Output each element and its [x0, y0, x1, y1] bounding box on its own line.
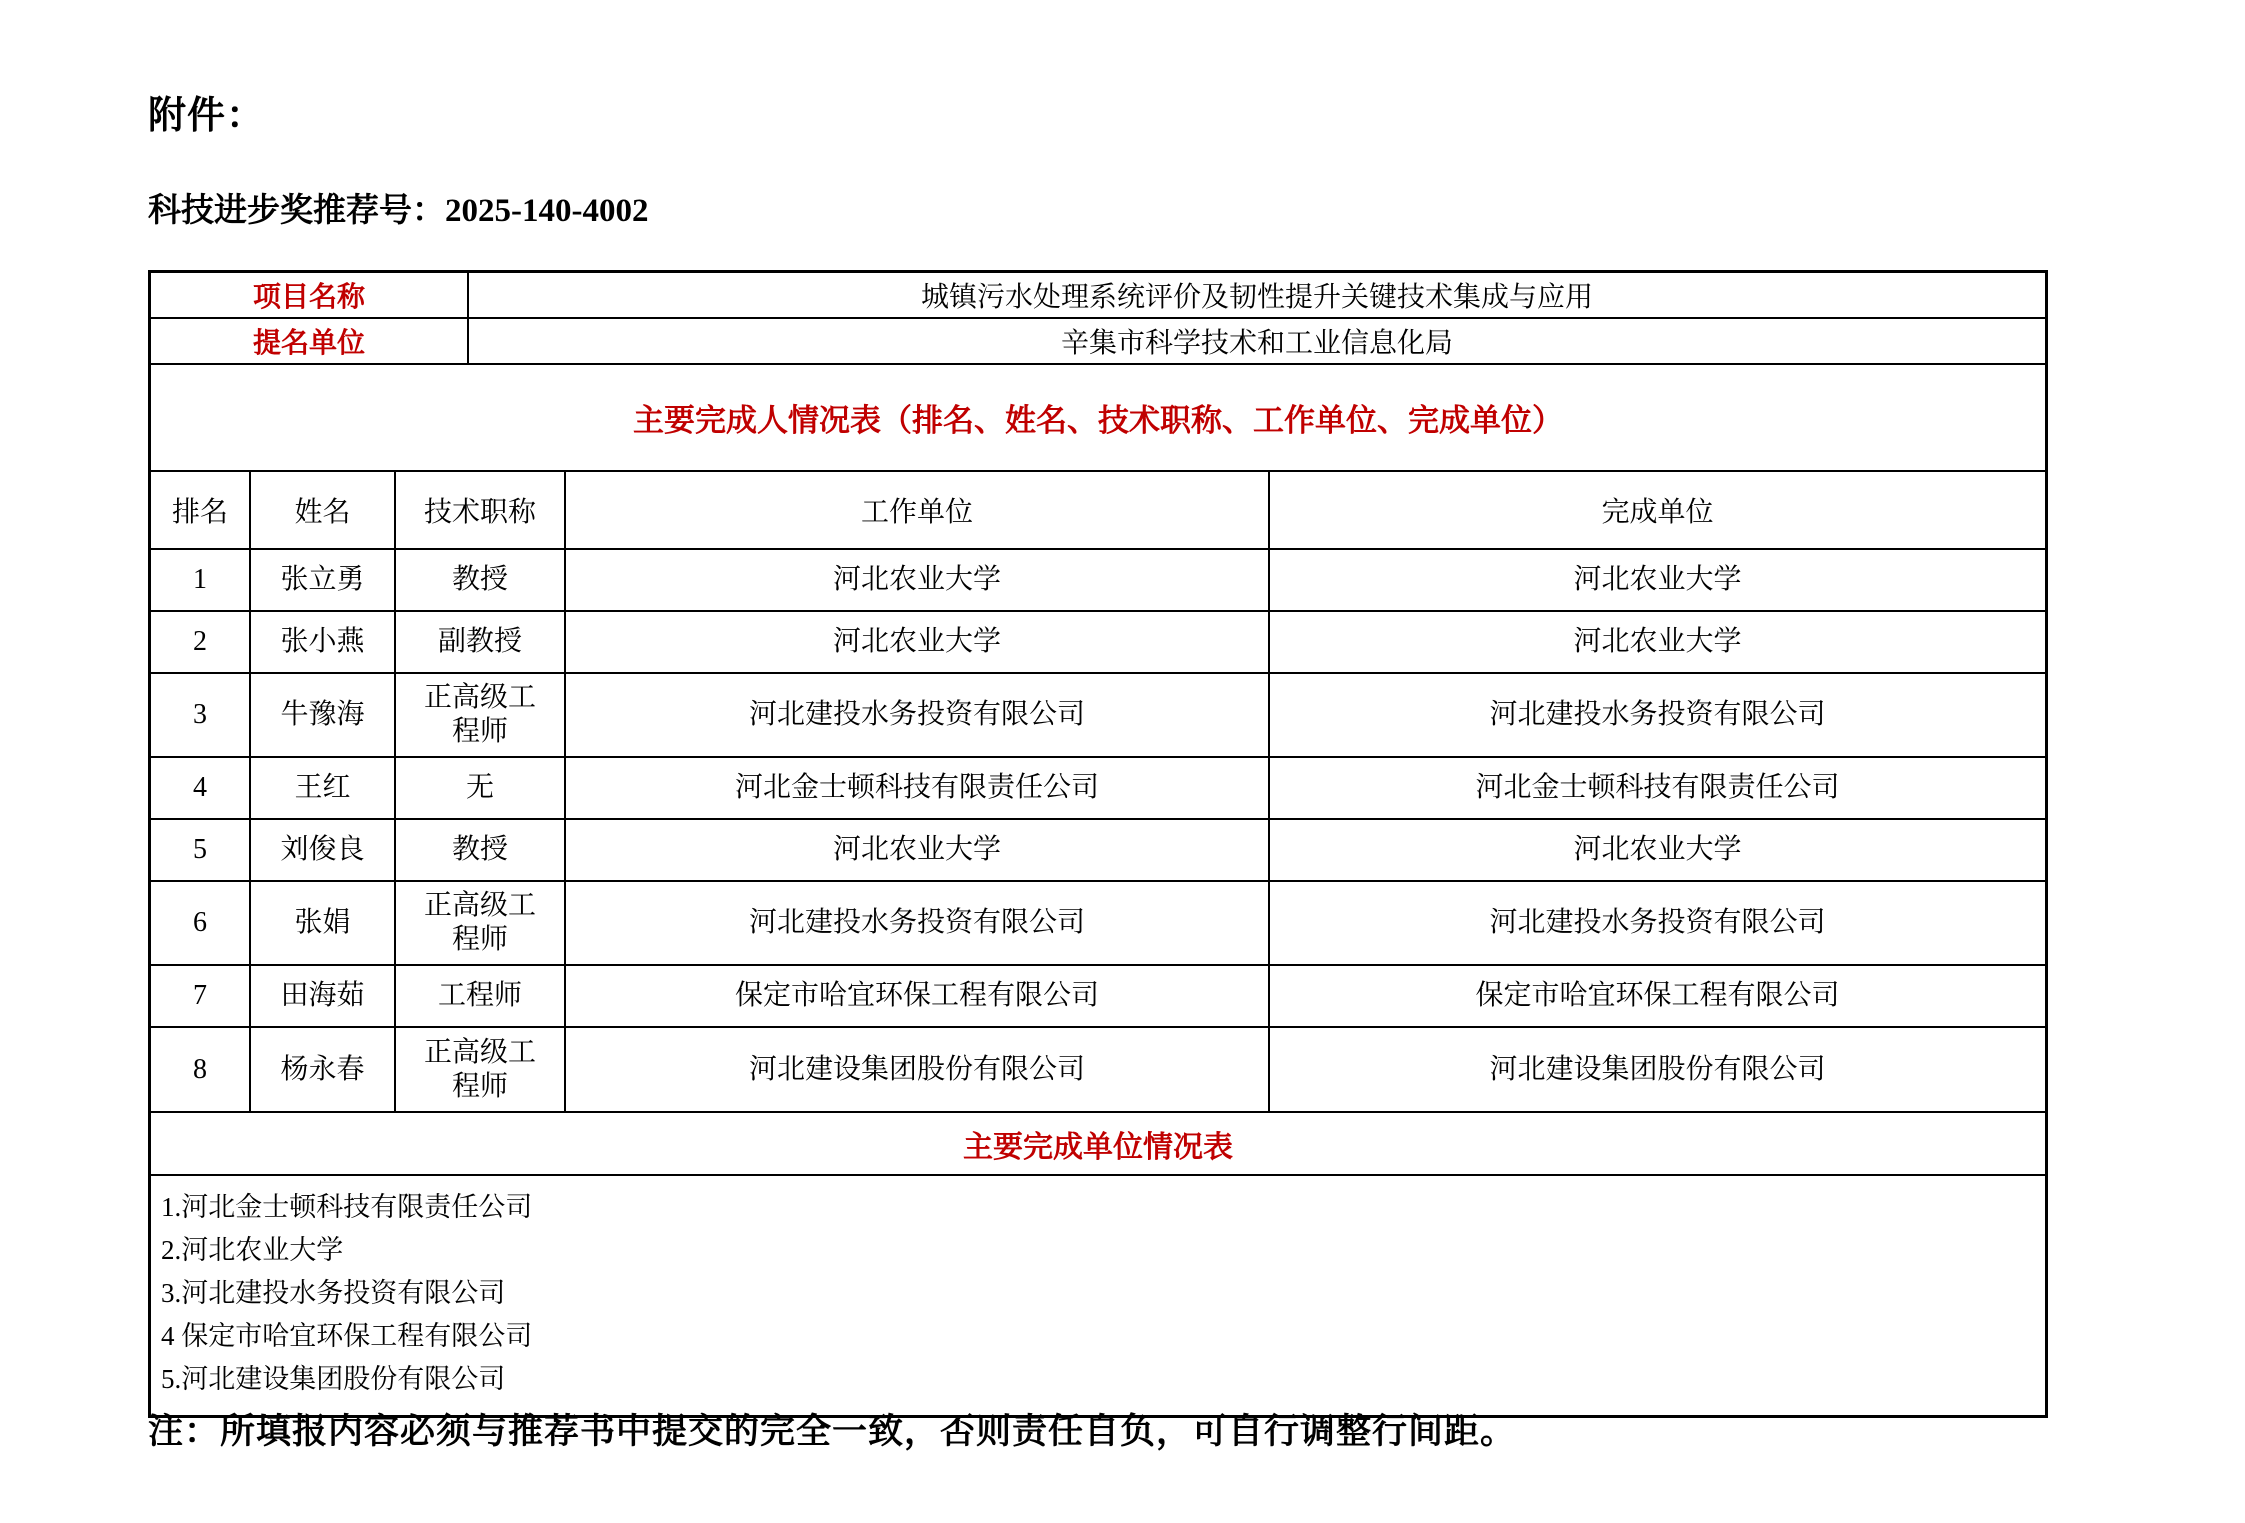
cell-completion-unit: 河北建投水务投资有限公司	[1269, 881, 2045, 965]
cell-rank: 6	[151, 881, 250, 965]
completers-table	[151, 472, 2045, 1111]
table-row	[151, 549, 2045, 611]
completers-header-row	[151, 472, 2045, 549]
project-name-value: 城镇污水处理系统评价及韧性提升关键技术集成与应用	[468, 273, 2045, 318]
cell-work-unit: 保定市哈宜环保工程有限公司	[565, 965, 1269, 1027]
header-rank: 排名	[151, 472, 250, 549]
table-row	[151, 673, 2045, 757]
cell-title: 工程师	[395, 965, 565, 1027]
cell-work-unit: 河北农业大学	[565, 549, 1269, 611]
cell-work-unit: 河北农业大学	[565, 819, 1269, 881]
cell-title: 副教授	[395, 611, 565, 673]
header-name: 姓名	[250, 472, 395, 549]
project-info-table	[151, 273, 2045, 365]
cell-work-unit: 河北建投水务投资有限公司	[565, 673, 1269, 757]
award-table	[148, 270, 2048, 1418]
cell-title: 正高级工程师	[395, 881, 565, 965]
cell-title: 正高级工程师	[395, 1027, 565, 1111]
completers-table-title: 主要完成人情况表（排名、姓名、技术职称、工作单位、完成单位）	[151, 365, 2045, 472]
units-table-title: 主要完成单位情况表	[151, 1111, 2045, 1176]
cell-rank: 4	[151, 757, 250, 819]
header-title: 技术职称	[395, 472, 565, 549]
table-row	[151, 757, 2045, 819]
list-item: 3.河北建投水务投资有限公司	[161, 1278, 506, 1308]
cell-name: 杨永春	[250, 1027, 395, 1111]
list-item: 1.河北金士顿科技有限责任公司	[161, 1192, 533, 1222]
table-row	[151, 819, 2045, 881]
cell-rank: 7	[151, 965, 250, 1027]
cell-name: 牛豫海	[250, 673, 395, 757]
cell-name: 张立勇	[250, 549, 395, 611]
units-list	[151, 1176, 2045, 1415]
cell-completion-unit: 河北农业大学	[1269, 819, 2045, 881]
cell-completion-unit: 河北农业大学	[1269, 549, 2045, 611]
cell-completion-unit: 河北建投水务投资有限公司	[1269, 673, 2045, 757]
table-row	[151, 881, 2045, 965]
cell-work-unit: 河北建投水务投资有限公司	[565, 881, 1269, 965]
cell-work-unit: 河北金士顿科技有限责任公司	[565, 757, 1269, 819]
cell-completion-unit: 河北建设集团股份有限公司	[1269, 1027, 2045, 1111]
nominator-value: 辛集市科学技术和工业信息化局	[468, 318, 2045, 364]
cell-work-unit: 河北建设集团股份有限公司	[565, 1027, 1269, 1111]
recommendation-number-heading: 科技进步奖推荐号：2025-140-4002	[148, 193, 649, 229]
cell-rank: 5	[151, 819, 250, 881]
list-item: 5.河北建设集团股份有限公司	[161, 1364, 506, 1394]
table-row	[151, 965, 2045, 1027]
cell-work-unit: 河北农业大学	[565, 611, 1269, 673]
footer-note: 注：所填报内容必须与推荐书中提交的完全一致，否则责任自负，可自行调整行间距。	[148, 1412, 1517, 1451]
header-work-unit: 工作单位	[565, 472, 1269, 549]
table-row	[151, 1027, 2045, 1111]
cell-rank: 8	[151, 1027, 250, 1111]
cell-completion-unit: 河北农业大学	[1269, 611, 2045, 673]
cell-name: 田海茹	[250, 965, 395, 1027]
list-item: 2.河北农业大学	[161, 1235, 344, 1265]
cell-completion-unit: 河北金士顿科技有限责任公司	[1269, 757, 2045, 819]
cell-title: 教授	[395, 819, 565, 881]
cell-name: 王红	[250, 757, 395, 819]
table-row	[151, 273, 2045, 318]
cell-name: 张娟	[250, 881, 395, 965]
table-row	[151, 318, 2045, 364]
cell-rank: 1	[151, 549, 250, 611]
cell-completion-unit: 保定市哈宜环保工程有限公司	[1269, 965, 2045, 1027]
cell-title: 无	[395, 757, 565, 819]
cell-title: 正高级工程师	[395, 673, 565, 757]
header-completion-unit: 完成单位	[1269, 472, 2045, 549]
cell-title: 教授	[395, 549, 565, 611]
attachment-label: 附件：	[148, 95, 266, 137]
list-item: 4 保定市哈宜环保工程有限公司	[161, 1321, 533, 1351]
project-name-label: 项目名称	[151, 273, 468, 318]
cell-name: 刘俊良	[250, 819, 395, 881]
table-row	[151, 611, 2045, 673]
cell-name: 张小燕	[250, 611, 395, 673]
nominator-label: 提名单位	[151, 318, 468, 364]
cell-rank: 2	[151, 611, 250, 673]
cell-rank: 3	[151, 673, 250, 757]
